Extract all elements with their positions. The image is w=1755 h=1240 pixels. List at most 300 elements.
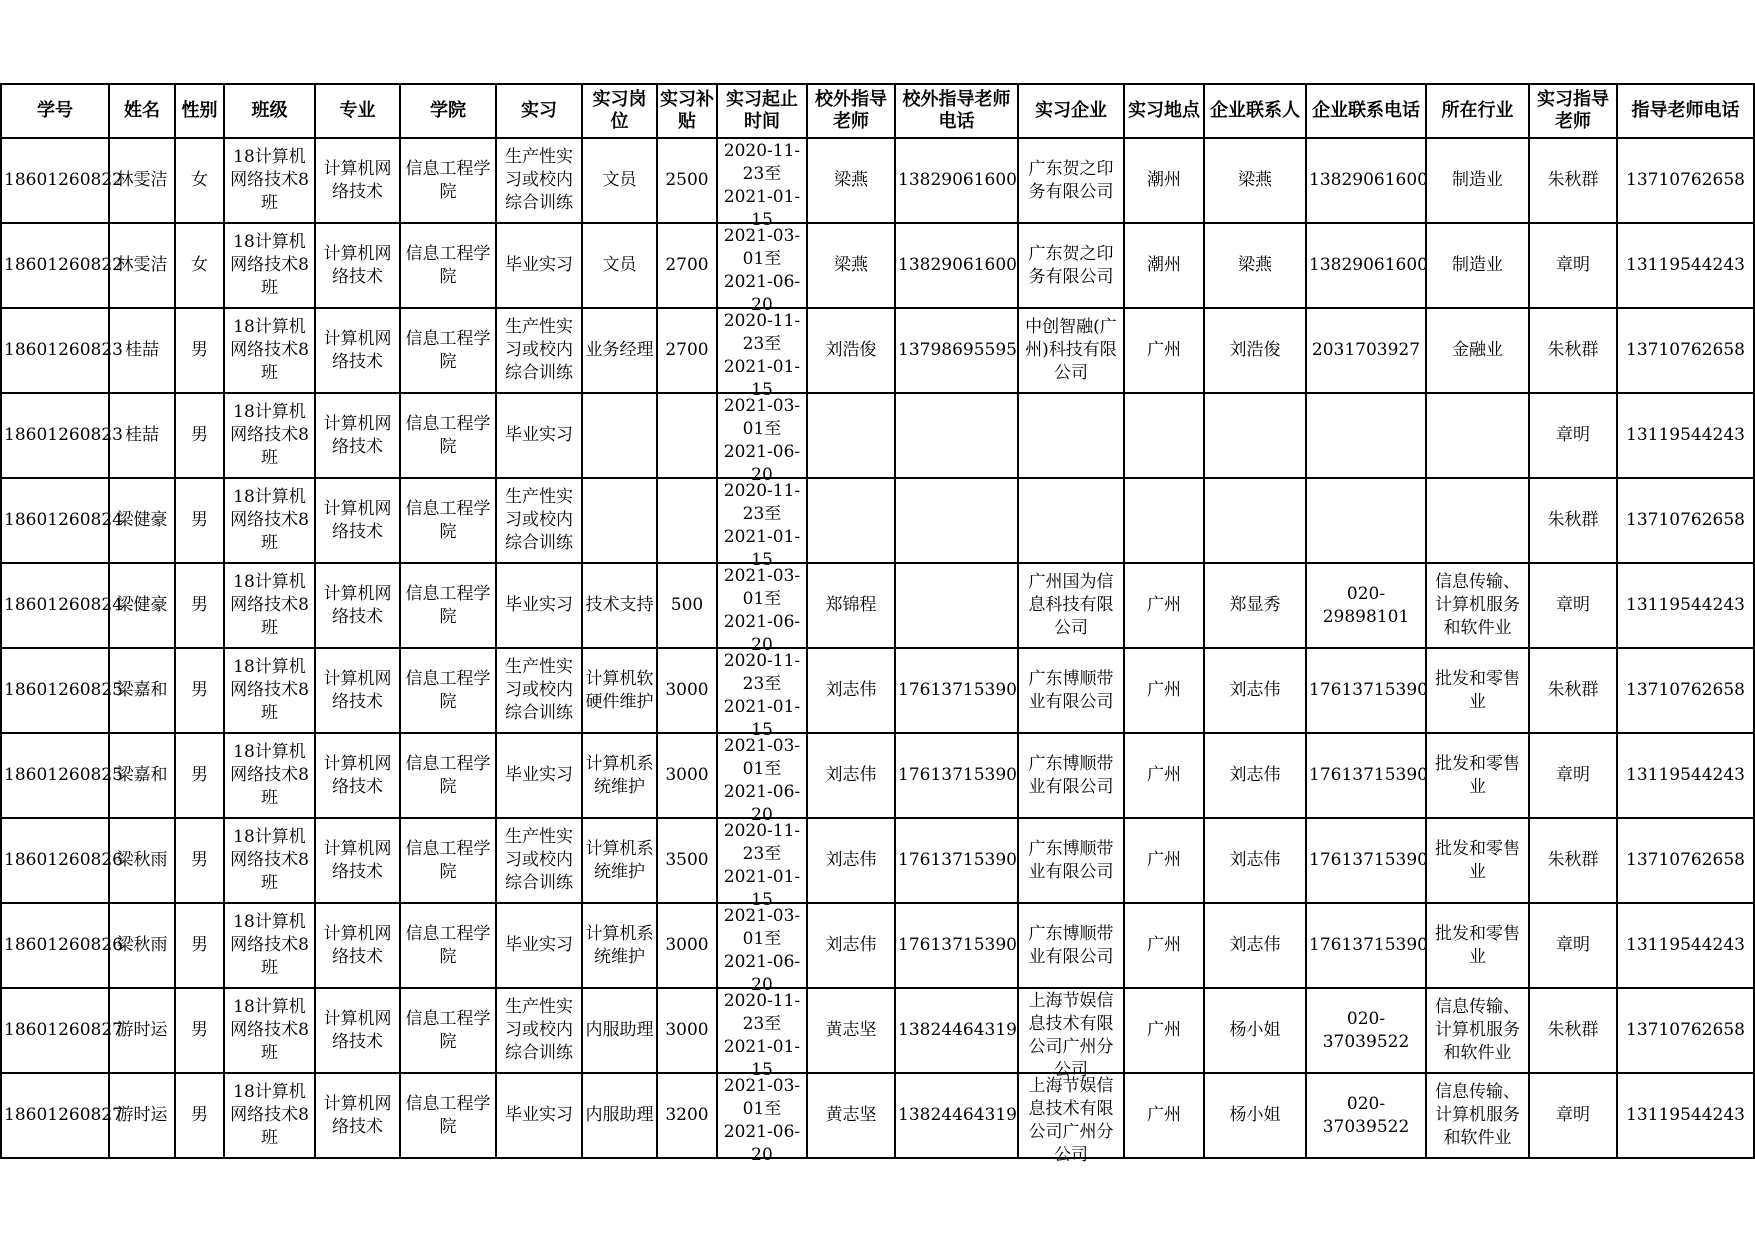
cell-text: 女 [191,255,208,275]
cell-internship-type [496,393,582,478]
cell-text: 梁燕 [834,170,868,190]
cell-name [109,733,175,818]
table-row [1,223,1754,308]
cell-period [717,648,807,740]
cell-period [717,1073,807,1165]
cell-text: 制造业 [1452,255,1503,275]
cell-text: 朱秋群 [1547,1020,1599,1040]
cell-location [1124,988,1204,1073]
cell-class [224,988,315,1073]
cell-text: 生产性实习或校内综合训练 [505,317,573,383]
cell-text: 18601260823 [4,340,123,360]
cell-company [1018,478,1124,563]
cell-college [400,903,496,988]
cell-class [224,648,315,733]
cell-text: 13119544243 [1626,255,1745,275]
cell-advisor [1529,733,1617,818]
cell-text: 计算机网络技术 [323,243,392,287]
cell-company [1018,393,1124,478]
cell-position [582,733,657,818]
cell-advisor [1529,818,1617,903]
table-row [1,988,1754,1073]
header-cell: 专业 [315,84,400,138]
cell-company-contact [1204,308,1306,393]
cell-internship-type [496,1073,582,1158]
cell-advisor-phone [1617,308,1754,393]
header-cell: 实习起止时间 [717,84,807,138]
cell-subsidy [657,733,717,818]
cell-text: 计算机网络技术 [323,753,392,797]
table-row [1,563,1754,648]
cell-subsidy [657,648,717,733]
cell-text: 信息工程学院 [405,753,491,797]
cell-text: 信息工程学院 [405,328,491,372]
cell-text: 3000 [665,680,709,700]
cell-college [400,223,496,308]
cell-industry [1426,563,1529,648]
cell-major [315,393,400,478]
cell-text: 18601260822 [4,255,123,275]
cell-text: 桂喆 [125,425,159,445]
cell-text: 2700 [665,255,709,275]
cell-subsidy [657,393,717,478]
cell-text: 信息工程学院 [405,413,491,457]
cell-class [224,1073,315,1158]
cell-gender [175,138,224,223]
cell-company-phone [1306,138,1426,223]
cell-text: 计算机网络技术 [323,838,392,882]
cell-college [400,308,496,393]
cell-text: 13710762658 [1626,340,1745,360]
cell-text: 计算机网络技术 [323,923,392,967]
cell-subsidy [657,818,717,903]
cell-text: 林雯洁 [116,255,168,275]
cell-internship-type [496,478,582,563]
cell-company-phone [1306,308,1426,393]
cell-text: 18计算机网络技术8班 [230,657,309,723]
header-cell: 企业联系电话 [1306,84,1426,138]
cell-subsidy [657,1073,717,1158]
cell-student-id [1,393,123,478]
cell-text: 刘志伟 [825,680,877,700]
cell-mentor [807,393,895,478]
cell-text: 信息工程学院 [405,158,491,202]
cell-text: 桂喆 [125,340,159,360]
cell-major [315,478,400,563]
cell-text: 13829061600 [1309,170,1428,190]
cell-advisor [1529,988,1617,1073]
cell-period [717,563,807,655]
cell-text: 计算机网络技术 [323,583,392,627]
cell-text: 2020-11-23至2021-01-15 [723,991,801,1080]
header-cell: 校外指导老师 [807,84,895,138]
cell-text: 13829061600 [1309,255,1428,275]
cell-company [1018,1073,1124,1165]
cell-industry [1426,648,1529,733]
header-cell: 实习补贴 [657,84,717,138]
cell-name [109,903,175,988]
cell-mentor [807,308,895,393]
cell-text: 广州 [1147,935,1181,955]
cell-text: 章明 [1556,595,1590,615]
cell-text: 2020-11-23至2021-01-15 [723,821,801,910]
cell-text: 广州 [1147,340,1181,360]
cell-college [400,648,496,733]
cell-mentor [807,988,895,1073]
cell-location [1124,138,1204,223]
cell-text: 男 [191,595,208,615]
cell-text: 批发和零售业 [1435,668,1520,712]
cell-college [400,138,496,223]
cell-advisor [1529,393,1617,478]
cell-advisor [1529,223,1617,308]
cell-text: 13710762658 [1626,850,1745,870]
cell-text: 13119544243 [1626,935,1745,955]
cell-text: 18计算机网络技术8班 [230,1082,309,1148]
cell-mentor [807,563,895,648]
cell-text: 020-37039522 [1322,1008,1410,1052]
cell-text: 3200 [665,1105,709,1125]
cell-name [109,648,175,733]
header-cell: 校外指导老师电话 [895,84,1018,138]
cell-position [582,393,657,478]
cell-gender [175,223,224,308]
header-cell: 实习地点 [1124,84,1204,138]
cell-text: 生产性实习或校内综合训练 [505,657,573,723]
cell-period [717,818,807,910]
cell-subsidy [657,308,717,393]
table-row [1,733,1754,818]
cell-text: 17613715390 [1309,765,1428,785]
cell-text: 3500 [665,850,709,870]
cell-college [400,733,496,818]
table-row [1,478,1754,563]
cell-student-id [1,648,123,733]
cell-text: 梁健豪 [116,510,168,530]
cell-text: 18计算机网络技术8班 [230,742,309,808]
cell-mentor-phone [895,733,1018,818]
cell-advisor [1529,1073,1617,1158]
cell-major [315,988,400,1073]
header-cell: 姓名 [109,84,175,138]
cell-text: 上海节娱信息技术有限公司广州分公司 [1028,991,1114,1080]
cell-name [109,563,175,648]
cell-text: 刘浩俊 [1229,340,1281,360]
cell-text: 信息工程学院 [405,498,491,542]
cell-company [1018,903,1124,988]
cell-industry [1426,988,1529,1073]
cell-text: 游时运 [116,1105,168,1125]
cell-advisor-phone [1617,903,1754,988]
cell-major [315,903,400,988]
cell-text: 林雯洁 [116,170,168,190]
cell-text: 2021-03-01至2021-06-20 [723,736,801,825]
cell-text: 批发和零售业 [1435,753,1520,797]
cell-text: 刘志伟 [1229,680,1281,700]
cell-text: 梁嘉和 [116,765,168,785]
cell-position [582,648,657,733]
cell-company-contact [1204,478,1306,563]
cell-text: 业务经理 [585,340,654,360]
cell-class [224,733,315,818]
cell-company-phone [1306,563,1426,648]
cell-internship-type [496,733,582,818]
cell-text: 18计算机网络技术8班 [230,997,309,1063]
cell-text: 广东贺之印务有限公司 [1028,158,1114,202]
cell-location [1124,393,1204,478]
cell-mentor-phone [895,563,1018,648]
cell-advisor-phone [1617,988,1754,1073]
cell-text: 18601260827 [4,1105,123,1125]
cell-period [717,733,807,825]
table-row [1,1073,1754,1158]
cell-internship-type [496,903,582,988]
cell-text: 2700 [665,340,709,360]
cell-position [582,988,657,1073]
cell-advisor-phone [1617,818,1754,903]
cell-advisor-phone [1617,478,1754,563]
cell-text: 18计算机网络技术8班 [230,232,309,298]
cell-text: 17613715390 [1309,935,1428,955]
cell-mentor-phone [895,223,1018,308]
cell-subsidy [657,563,717,648]
cell-text: 500 [670,595,704,615]
cell-text: 18601260825 [4,765,123,785]
cell-major [315,1073,400,1158]
cell-text: 2020-11-23至2021-01-15 [723,141,801,230]
cell-industry [1426,903,1529,988]
cell-name [109,1073,175,1158]
cell-mentor [807,1073,895,1158]
cell-text: 毕业实习 [505,935,573,955]
cell-major [315,308,400,393]
cell-advisor-phone [1617,393,1754,478]
cell-period [717,903,807,995]
cell-name [109,988,175,1073]
cell-gender [175,648,224,733]
cell-text: 18计算机网络技术8班 [230,147,309,213]
table-row [1,903,1754,988]
cell-company-contact [1204,393,1306,478]
cell-student-id [1,733,123,818]
cell-text: 杨小姐 [1229,1105,1281,1125]
cell-text: 广州 [1147,680,1181,700]
cell-position [582,308,657,393]
cell-company-phone [1306,903,1426,988]
cell-college [400,1073,496,1158]
cell-company [1018,563,1124,648]
cell-text: 18计算机网络技术8班 [230,827,309,893]
cell-text: 章明 [1556,935,1590,955]
cell-text: 毕业实习 [505,595,573,615]
cell-text: 18计算机网络技术8班 [230,572,309,638]
cell-text: 郑显秀 [1229,595,1281,615]
cell-text: 18计算机网络技术8班 [230,912,309,978]
cell-mentor [807,223,895,308]
cell-text: 计算机网络技术 [323,668,392,712]
cell-college [400,818,496,903]
cell-text: 文员 [602,255,637,275]
cell-advisor [1529,138,1617,223]
cell-industry [1426,138,1529,223]
cell-text: 信息工程学院 [405,668,491,712]
cell-college [400,563,496,648]
cell-text: 毕业实习 [505,425,573,445]
cell-internship-type [496,223,582,308]
cell-advisor [1529,478,1617,563]
cell-text: 2021-03-01至2021-06-20 [723,226,801,315]
cell-period [717,988,807,1080]
cell-text: 男 [191,1020,208,1040]
cell-company-contact [1204,733,1306,818]
cell-text: 信息工程学院 [405,243,491,287]
cell-text: 上海节娱信息技术有限公司广州分公司 [1028,1076,1114,1165]
cell-text: 广州国为信息科技有限公司 [1028,572,1114,638]
cell-gender [175,988,224,1073]
cell-industry [1426,818,1529,903]
cell-text: 信息工程学院 [405,923,491,967]
cell-position [582,478,657,563]
cell-company-phone [1306,988,1426,1073]
cell-gender [175,308,224,393]
cell-company-contact [1204,648,1306,733]
cell-subsidy [657,478,717,563]
cell-subsidy [657,138,717,223]
cell-company-phone [1306,478,1426,563]
cell-text: 梁秋雨 [116,935,168,955]
cell-text: 13824464319 [898,1105,1017,1125]
cell-text: 计算机网络技术 [323,328,392,372]
cell-text: 计算机系统维护 [585,838,654,882]
table-row [1,308,1754,393]
cell-text: 17613715390 [1309,680,1428,700]
header-cell: 实习 [496,84,582,138]
cell-gender [175,903,224,988]
cell-text: 18601260827 [4,1020,123,1040]
cell-class [224,478,315,563]
cell-text: 生产性实习或校内综合训练 [505,997,573,1063]
cell-industry [1426,478,1529,563]
cell-period [717,478,807,570]
cell-text: 男 [191,850,208,870]
cell-text: 广州 [1147,1105,1181,1125]
cell-student-id [1,478,123,563]
cell-text: 2020-11-23至2021-01-15 [723,481,801,570]
cell-class [224,138,315,223]
cell-text: 13829061600 [898,170,1017,190]
cell-internship-type [496,988,582,1073]
cell-student-id [1,903,123,988]
cell-text: 18601260826 [4,935,123,955]
cell-position [582,1073,657,1158]
cell-text: 13710762658 [1626,170,1745,190]
cell-text: 18计算机网络技术8班 [230,317,309,383]
cell-major [315,818,400,903]
cell-text: 18601260824 [4,595,123,615]
cell-advisor-phone [1617,733,1754,818]
cell-industry [1426,733,1529,818]
cell-text: 13710762658 [1626,1020,1745,1040]
cell-text: 生产性实习或校内综合训练 [505,487,573,553]
cell-location [1124,308,1204,393]
cell-major [315,733,400,818]
cell-subsidy [657,223,717,308]
cell-internship-type [496,563,582,648]
cell-text: 17613715390 [898,850,1017,870]
cell-text: 朱秋群 [1547,170,1599,190]
cell-text: 郑锦程 [825,595,877,615]
cell-text: 刘志伟 [1229,935,1281,955]
cell-mentor [807,903,895,988]
table-header [1,84,1754,138]
cell-text: 18601260822 [4,170,123,190]
cell-text: 广州 [1147,595,1181,615]
cell-subsidy [657,988,717,1073]
cell-gender [175,733,224,818]
cell-text: 制造业 [1452,170,1503,190]
cell-text: 信息传输、计算机服务和软件业 [1435,1082,1520,1148]
cell-company [1018,818,1124,903]
header-cell: 实习岗位 [582,84,657,138]
cell-text: 13119544243 [1626,425,1745,445]
cell-mentor [807,648,895,733]
cell-advisor [1529,648,1617,733]
cell-text: 2020-11-23至2021-01-15 [723,651,801,740]
cell-text: 信息工程学院 [405,1008,491,1052]
cell-advisor-phone [1617,648,1754,733]
cell-name [109,223,175,308]
cell-advisor-phone [1617,1073,1754,1158]
cell-text: 信息传输、计算机服务和软件业 [1435,572,1520,638]
cell-class [224,308,315,393]
cell-text: 13710762658 [1626,680,1745,700]
cell-student-id [1,818,123,903]
cell-position [582,563,657,648]
cell-text: 广州 [1147,765,1181,785]
cell-text: 朱秋群 [1547,680,1599,700]
cell-text: 生产性实习或校内综合训练 [505,147,573,213]
header-cell: 性别 [175,84,224,138]
cell-text: 中创智融(广州)科技有限公司 [1025,317,1117,383]
cell-period [717,308,807,400]
cell-text: 广东贺之印务有限公司 [1028,243,1114,287]
cell-period [717,393,807,485]
cell-mentor-phone [895,988,1018,1073]
cell-company-contact [1204,1073,1306,1158]
cell-text: 信息工程学院 [405,583,491,627]
cell-text: 黄志坚 [825,1020,877,1040]
cell-text: 黄志坚 [825,1105,877,1125]
cell-student-id [1,988,123,1073]
cell-mentor-phone [895,818,1018,903]
cell-text: 毕业实习 [505,255,573,275]
cell-text: 章明 [1556,1105,1590,1125]
internship-table [0,83,1755,1165]
cell-internship-type [496,818,582,903]
cell-text: 男 [191,510,208,530]
cell-mentor [807,733,895,818]
cell-name [109,138,175,223]
cell-location [1124,733,1204,818]
cell-industry [1426,1073,1529,1158]
cell-mentor-phone [895,903,1018,988]
cell-mentor-phone [895,648,1018,733]
cell-text: 计算机网络技术 [323,1008,392,1052]
cell-company [1018,308,1124,393]
cell-text: 毕业实习 [505,765,573,785]
cell-college [400,393,496,478]
cell-location [1124,478,1204,563]
